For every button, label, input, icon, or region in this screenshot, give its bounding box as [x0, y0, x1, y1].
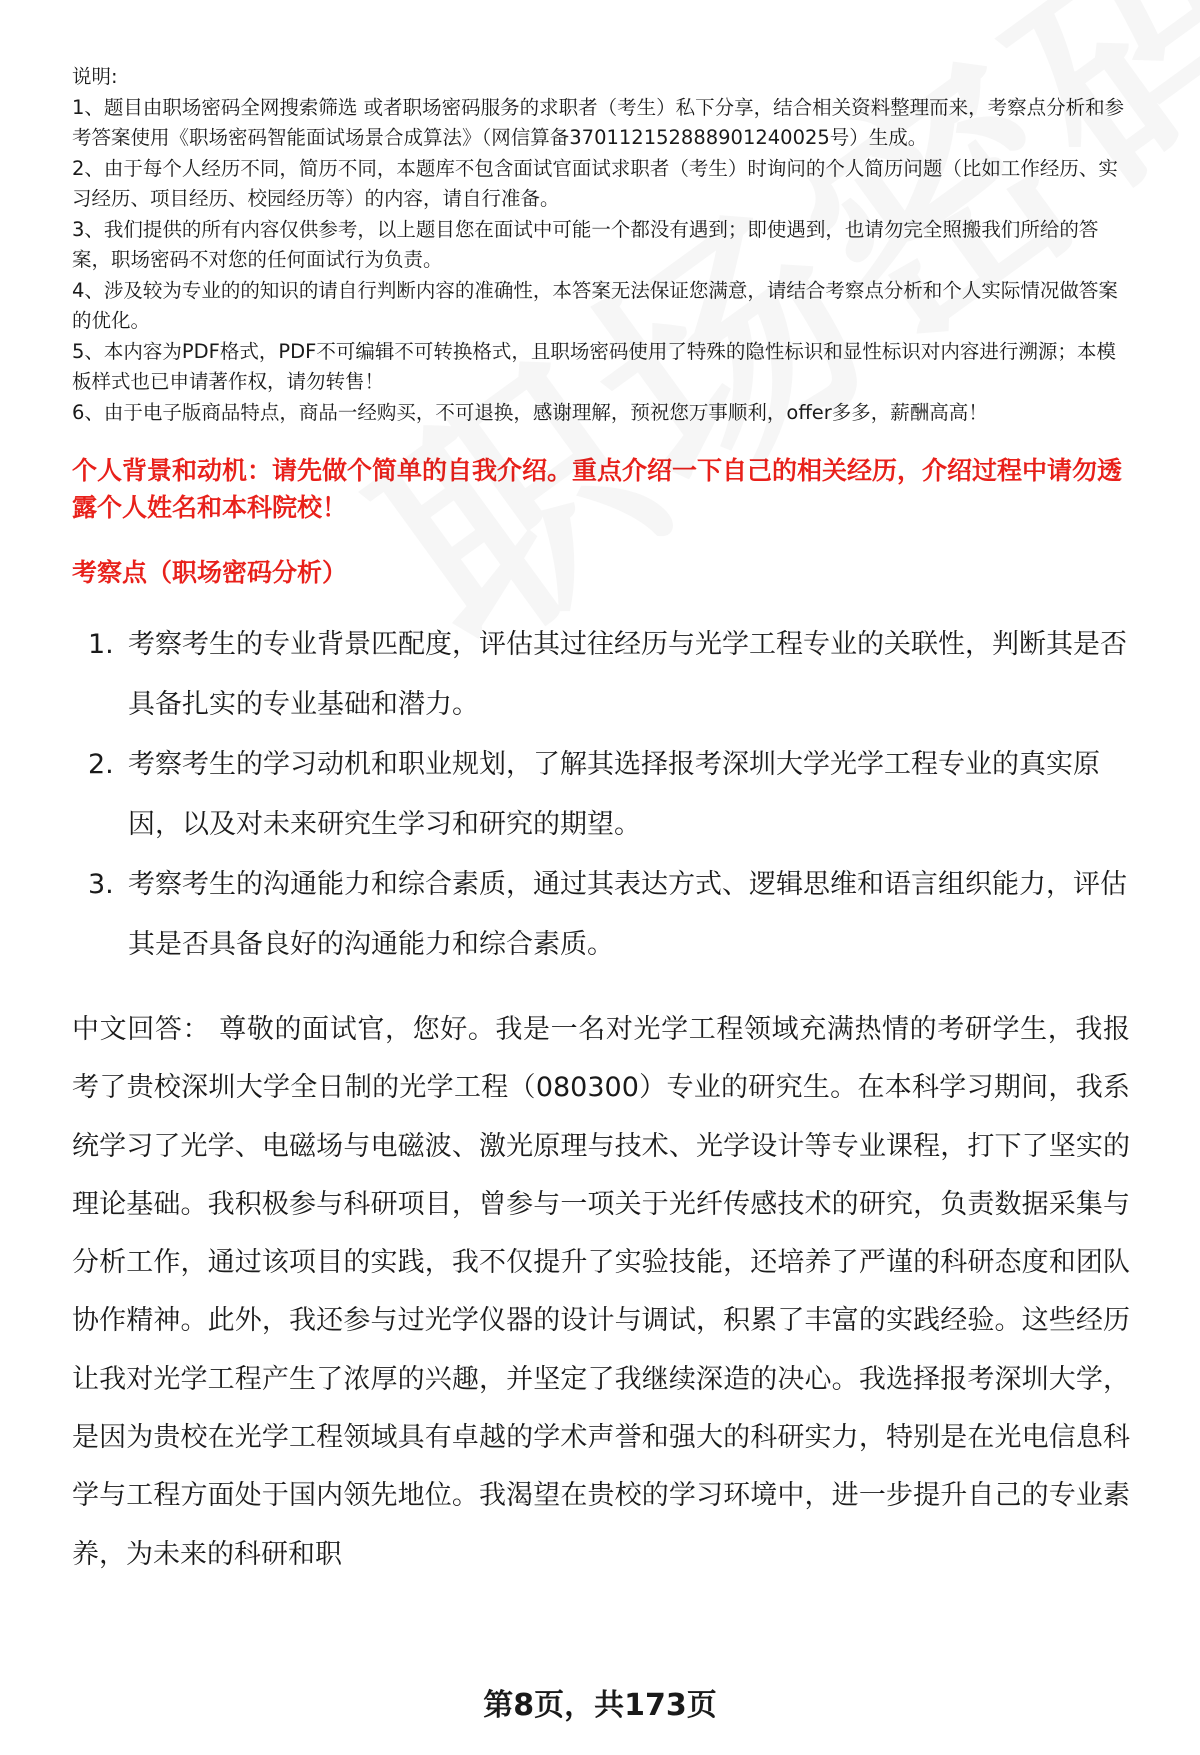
- analysis-point-text: 考察考生的专业背景匹配度，评估其过往经历与光学工程专业的关联性，判断其是否具备扎实的专业基础和潜力。: [128, 629, 1127, 720]
- notice-block: [72, 62, 1130, 428]
- analysis-point: [72, 735, 1130, 855]
- notice-item: 3、我们提供的所有内容仅供参考，以上题目您在面试中可能一个都没有遇到；即使遇到，也请勿完全照搬我们所给的答案，职场密码不对您的任何面试行为负责。: [72, 217, 1099, 271]
- notice-item: 4、涉及较为专业的的知识的请自行判断内容的准确性，本答案无法保证您满意，请结合考察点分析和个人实际情况做答案的优化。: [72, 278, 1118, 332]
- analysis-point-number: 3.: [88, 869, 114, 900]
- analysis-point-number: 1.: [88, 629, 114, 660]
- analysis-title: 考察点（职场密码分析）: [72, 558, 348, 587]
- analysis-point-text: 考察考生的学习动机和职业规划，了解其选择报考深圳大学光学工程专业的真实原因，以及对未来研究生学习和研究的期望。: [128, 749, 1100, 840]
- notice-item: 2、由于每个人经历不同，简历不同，本题库不包含面试官面试求职者（考生）时询问的个人简历问题（比如工作经历、实习经历、项目经历、校园经历等）的内容，请自行准备。: [72, 156, 1118, 210]
- notice-item: 5、本内容为PDF格式，PDF不可编辑不可转换格式，且职场密码使用了特殊的隐性标识和显性标识对内容进行溯源；本模板样式也已申请著作权，请勿转售！: [72, 339, 1116, 393]
- analysis-point-text: 考察考生的沟通能力和综合素质，通过其表达方式、逻辑思维和语言组织能力，评估其是否具备良好的沟通能力和综合素质。: [128, 869, 1127, 960]
- page-number: 第8页，共173页: [483, 1688, 717, 1723]
- answer-text: 中文回答： 尊敬的面试官，您好。我是一名对光学工程领域充满热情的考研学生，我报考了贵校深圳大学全日制的光学工程（080300）专业的研究生。在本科学习期间，我系统学习了光学、电磁场与电磁波、激光原理与技术、光学设计等专业课程，打下了坚实的理论基础。我积极参与科研项目，曾参与一项关于光纤传感技术的研究，负责数据采集与分析工作，通过该项目的实践，我不仅提升了实验技能，还培养了严谨的科研态度和团队协作精神。此外，我还参与过光学仪器的设计与调试，积累了丰富的实践经验。这些经历让我对光学工程产生了浓厚的兴趣，并坚定了我继续深造的决心。我选择报考深圳大学，是因为贵校在光学工程领域具有卓越的学术声誉和强大的科研实力，特别是在光电信息科学与工程方面处于国内领先地位。我渴望在贵校的学习环境中，进一步提升自己的专业素养，为未来的科研和职: [72, 1014, 1130, 1570]
- notice-heading: 说明:: [72, 65, 118, 88]
- analysis-point-number: 2.: [88, 749, 114, 780]
- analysis-points-list: [72, 615, 1130, 975]
- analysis-point: [72, 615, 1130, 735]
- analysis-point: [72, 855, 1130, 975]
- notice-item: 1、题目由职场密码全网搜索筛选 或者职场密码服务的求职者（考生）私下分享，结合相关资料整理而来，考察点分析和参考答案使用《职场密码智能面试场景合成算法》（网信算备370112152888901240025号）生成。: [72, 95, 1125, 149]
- interview-question: 个人背景和动机：请先做个简单的自我介绍。重点介绍一下自己的相关经历，介绍过程中请勿透露个人姓名和本科院校！: [72, 456, 1123, 522]
- notice-item: 6、由于电子版商品特点，商品一经购买，不可退换，感谢理解，预祝您万事顺利，offer多多，薪酬高高！: [72, 400, 988, 424]
